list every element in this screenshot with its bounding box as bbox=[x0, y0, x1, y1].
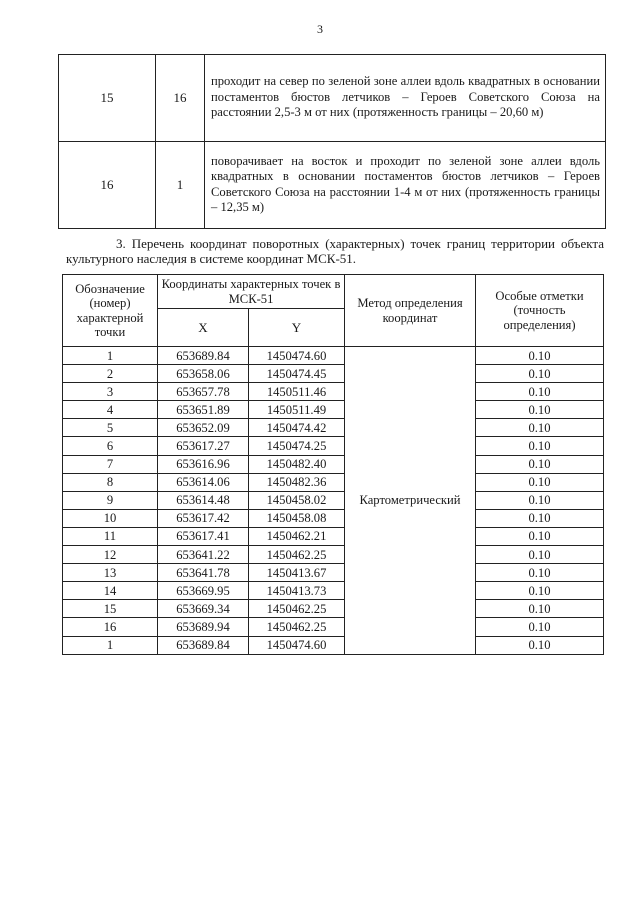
table-row bbox=[63, 365, 604, 383]
accuracy-note: 0.10 bbox=[476, 473, 604, 491]
coord-y: 1450511.46 bbox=[249, 383, 345, 401]
coord-y: 1450462.25 bbox=[249, 600, 345, 618]
segment-to: 1 bbox=[156, 142, 205, 229]
segment-from: 16 bbox=[59, 142, 156, 229]
table-row bbox=[59, 55, 606, 142]
accuracy-note: 0.10 bbox=[476, 491, 604, 509]
point-number: 7 bbox=[63, 455, 158, 473]
segment-from: 15 bbox=[59, 55, 156, 142]
coord-y: 1450474.25 bbox=[249, 437, 345, 455]
coord-y: 1450462.25 bbox=[249, 546, 345, 564]
point-number: 16 bbox=[63, 618, 158, 636]
accuracy-note: 0.10 bbox=[476, 365, 604, 383]
accuracy-note: 0.10 bbox=[476, 564, 604, 582]
coord-x: 653617.41 bbox=[158, 527, 249, 545]
coord-x: 653617.42 bbox=[158, 509, 249, 527]
coord-x: 653689.94 bbox=[158, 618, 249, 636]
coord-x: 653614.06 bbox=[158, 473, 249, 491]
page-number: 3 bbox=[317, 22, 323, 36]
coord-y: 1450458.02 bbox=[249, 491, 345, 509]
table-row bbox=[63, 564, 604, 582]
coord-x: 653641.78 bbox=[158, 564, 249, 582]
coord-x: 653669.95 bbox=[158, 582, 249, 600]
coord-y: 1450474.42 bbox=[249, 419, 345, 437]
coord-x: 653658.06 bbox=[158, 365, 249, 383]
coord-y: 1450482.40 bbox=[249, 455, 345, 473]
table-row bbox=[63, 383, 604, 401]
accuracy-note: 0.10 bbox=[476, 347, 604, 365]
point-number: 5 bbox=[63, 419, 158, 437]
accuracy-note: 0.10 bbox=[476, 618, 604, 636]
accuracy-note: 0.10 bbox=[476, 401, 604, 419]
point-number: 2 bbox=[63, 365, 158, 383]
point-number: 10 bbox=[63, 509, 158, 527]
point-number: 15 bbox=[63, 600, 158, 618]
coord-y: 1450413.67 bbox=[249, 564, 345, 582]
coord-x: 653689.84 bbox=[158, 636, 249, 654]
point-number: 1 bbox=[63, 347, 158, 365]
section-paragraph bbox=[66, 236, 604, 266]
coord-y: 1450413.73 bbox=[249, 582, 345, 600]
section-number: 3. bbox=[116, 236, 126, 251]
table-row bbox=[63, 618, 604, 636]
accuracy-note: 0.10 bbox=[476, 582, 604, 600]
accuracy-note: 0.10 bbox=[476, 546, 604, 564]
table-row bbox=[63, 546, 604, 564]
accuracy-note: 0.10 bbox=[476, 455, 604, 473]
point-number: 3 bbox=[63, 383, 158, 401]
coord-y: 1450462.21 bbox=[249, 527, 345, 545]
segment-to: 16 bbox=[156, 55, 205, 142]
header-coordinates: Координаты характерных точек в МСК-51 bbox=[158, 275, 345, 309]
method-value: Картометрический bbox=[345, 347, 476, 655]
segment-description: поворачивает на восток и проходит по зеленой зоне аллеи вдоль квадратных в основании постаментов бюстов летчиков – Героев Советского Союза на расстоянии 1-4 м от них (протяженность границы – 12,35 м) bbox=[205, 142, 606, 229]
accuracy-note: 0.10 bbox=[476, 419, 604, 437]
table-row bbox=[63, 437, 604, 455]
point-number: 4 bbox=[63, 401, 158, 419]
table-row bbox=[63, 527, 604, 545]
point-number: 6 bbox=[63, 437, 158, 455]
table-row bbox=[59, 142, 606, 229]
point-number: 12 bbox=[63, 546, 158, 564]
accuracy-note: 0.10 bbox=[476, 509, 604, 527]
boundary-description-table bbox=[58, 54, 606, 229]
coord-x: 653689.84 bbox=[158, 347, 249, 365]
coord-y: 1450511.49 bbox=[249, 401, 345, 419]
coord-x: 653651.89 bbox=[158, 401, 249, 419]
coord-x: 653652.09 bbox=[158, 419, 249, 437]
coord-x: 653616.96 bbox=[158, 455, 249, 473]
table-row bbox=[63, 636, 604, 654]
section-text: Перечень координат поворотных (характерных) точек границ территории объекта культурного наследия в системе координат МСК-51. bbox=[66, 236, 605, 266]
table-row bbox=[63, 347, 604, 365]
coord-y: 1450482.36 bbox=[249, 473, 345, 491]
header-method: Метод определения координат bbox=[345, 275, 476, 347]
accuracy-note: 0.10 bbox=[476, 383, 604, 401]
header-point: Обозначение (номер) характерной точки bbox=[63, 275, 158, 347]
accuracy-note: 0.10 bbox=[476, 600, 604, 618]
point-number: 9 bbox=[63, 491, 158, 509]
coordinates-table-body bbox=[63, 347, 604, 655]
coord-y: 1450474.45 bbox=[249, 365, 345, 383]
coord-x: 653657.78 bbox=[158, 383, 249, 401]
coord-x: 653641.22 bbox=[158, 546, 249, 564]
header-y: Y bbox=[249, 309, 345, 347]
header-notes: Особые отметки (точность определения) bbox=[476, 275, 604, 347]
table-row bbox=[63, 401, 604, 419]
point-number: 8 bbox=[63, 473, 158, 491]
point-number: 13 bbox=[63, 564, 158, 582]
accuracy-note: 0.10 bbox=[476, 636, 604, 654]
table-row bbox=[63, 473, 604, 491]
coord-y: 1450462.25 bbox=[249, 618, 345, 636]
header-x: X bbox=[158, 309, 249, 347]
point-number: 14 bbox=[63, 582, 158, 600]
coord-y: 1450458.08 bbox=[249, 509, 345, 527]
table-row bbox=[63, 509, 604, 527]
coordinates-table bbox=[62, 274, 604, 655]
accuracy-note: 0.10 bbox=[476, 437, 604, 455]
segment-description: проходит на север по зеленой зоне аллеи вдоль квадратных в основании постаментов бюстов летчиков – Героев Советского Союза на расстоянии 2,5-3 м от них (протяженность границы – 20,60 м) bbox=[205, 55, 606, 142]
table-row bbox=[63, 455, 604, 473]
table-row bbox=[63, 419, 604, 437]
coord-x: 653669.34 bbox=[158, 600, 249, 618]
point-number: 1 bbox=[63, 636, 158, 654]
coord-y: 1450474.60 bbox=[249, 347, 345, 365]
accuracy-note: 0.10 bbox=[476, 527, 604, 545]
table-row bbox=[63, 491, 604, 509]
table-row bbox=[63, 582, 604, 600]
point-number: 11 bbox=[63, 527, 158, 545]
coord-y: 1450474.60 bbox=[249, 636, 345, 654]
coord-x: 653614.48 bbox=[158, 491, 249, 509]
table-row bbox=[63, 600, 604, 618]
coord-x: 653617.27 bbox=[158, 437, 249, 455]
